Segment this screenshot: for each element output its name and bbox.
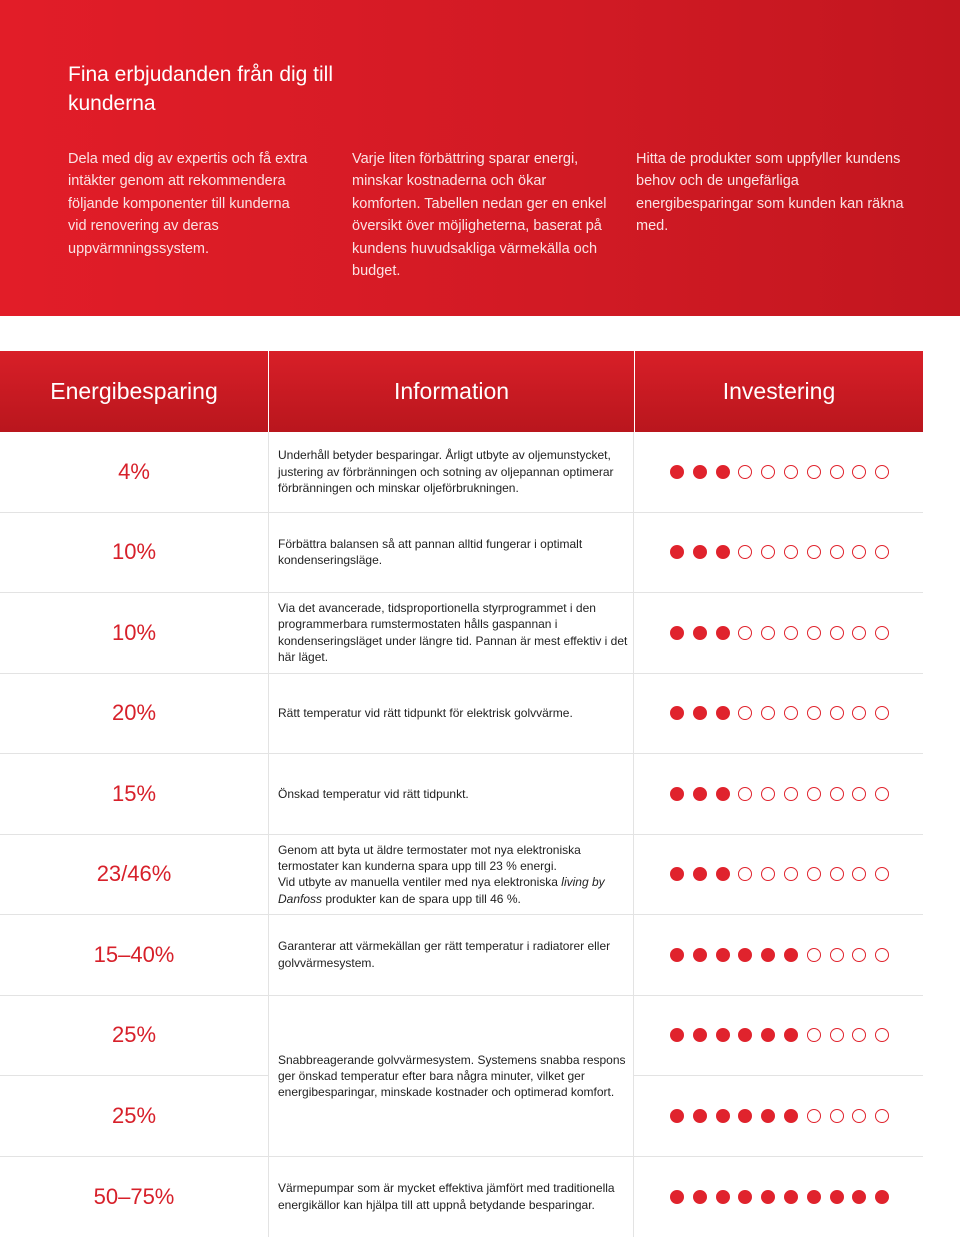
filled-dot: [670, 787, 684, 801]
empty-dot: [852, 706, 866, 720]
table-row: [0, 1157, 923, 1238]
filled-dot: [852, 1190, 866, 1204]
filled-dot: [716, 706, 730, 720]
empty-dot: [830, 545, 844, 559]
filled-dot: [716, 545, 730, 559]
empty-dot: [830, 626, 844, 640]
empty-dot: [852, 787, 866, 801]
table-row: [0, 754, 923, 835]
filled-dot: [761, 1028, 775, 1042]
filled-dot: [807, 1190, 821, 1204]
table-row: [0, 915, 923, 996]
saving-value: 25%: [111, 1103, 157, 1129]
empty-dot: [807, 706, 821, 720]
table-row: [0, 513, 923, 594]
filled-dot: [670, 1190, 684, 1204]
filled-dot: [738, 1028, 752, 1042]
filled-dot: [693, 706, 707, 720]
table-row: [0, 835, 923, 916]
filled-dot: [670, 867, 684, 881]
info-text: Värmepumpar som är mycket effektiva jämfört med traditionella energikällor kan hjälpa till att uppnå betydande besparingar.: [268, 1157, 634, 1238]
table-header: [0, 351, 923, 432]
empty-dot: [875, 1028, 889, 1042]
saving-value: 4%: [118, 458, 150, 484]
hero-banner: [0, 0, 960, 316]
empty-dot: [784, 706, 798, 720]
empty-dot: [830, 948, 844, 962]
empty-dot: [852, 867, 866, 881]
brand-name: living by Danfoss: [278, 875, 605, 906]
table-row: [0, 593, 923, 674]
empty-dot: [852, 948, 866, 962]
empty-dot: [738, 626, 752, 640]
table-row: [0, 674, 923, 755]
savings-table: [0, 351, 923, 1237]
filled-dot: [761, 1190, 775, 1204]
empty-dot: [830, 706, 844, 720]
saving-value: 10%: [111, 539, 157, 565]
table-row: [0, 432, 923, 513]
empty-dot: [784, 787, 798, 801]
filled-dot: [693, 787, 707, 801]
empty-dot: [738, 465, 752, 479]
empty-dot: [875, 465, 889, 479]
empty-dot: [784, 867, 798, 881]
saving-value: 20%: [111, 700, 157, 726]
empty-dot: [784, 465, 798, 479]
empty-dot: [875, 1109, 889, 1123]
filled-dot: [716, 465, 730, 479]
info-text: Snabbreagerande golvvärmesystem. Systemens snabba respons ger önskad temperatur efter bara några minuter, vilket ger energibesparingar, minskade kostnader och optimerad komfort.: [268, 996, 634, 1157]
filled-dot: [761, 1109, 775, 1123]
empty-dot: [852, 545, 866, 559]
filled-dot: [693, 545, 707, 559]
empty-dot: [738, 787, 752, 801]
investment-rating: [634, 915, 923, 995]
info-text: Garanterar att värmekällan ger rätt temperatur i radiatorer eller golvvärmesystem.: [268, 915, 634, 995]
filled-dot: [693, 867, 707, 881]
filled-dot: [716, 867, 730, 881]
page-title: Fina erbjudanden från dig till kunderna: [68, 63, 334, 115]
investment-rating: [634, 432, 923, 512]
filled-dot: [830, 1190, 844, 1204]
info-line: Vid utbyte av manuella ventiler med nya elektroniska: [278, 875, 558, 890]
empty-dot: [830, 1028, 844, 1042]
header-information: Information: [268, 351, 634, 432]
info-line: produkter kan de spara upp till 46 %.: [322, 891, 521, 906]
filled-dot: [784, 1028, 798, 1042]
filled-dot: [738, 948, 752, 962]
investment-rating: [634, 593, 923, 673]
filled-dot: [670, 948, 684, 962]
filled-dot: [761, 948, 775, 962]
info-text: [268, 835, 634, 915]
filled-dot: [670, 626, 684, 640]
saving-value: 50–75%: [93, 1183, 175, 1209]
filled-dot: [716, 626, 730, 640]
filled-dot: [716, 1028, 730, 1042]
filled-dot: [693, 948, 707, 962]
saving-value: 15%: [111, 780, 157, 806]
subrow: [0, 996, 268, 1077]
empty-dot: [807, 787, 821, 801]
investment-rating: [634, 513, 923, 593]
empty-dot: [738, 867, 752, 881]
saving-value: 23/46%: [96, 861, 172, 887]
filled-dot: [716, 787, 730, 801]
empty-dot: [807, 948, 821, 962]
filled-dot: [716, 1190, 730, 1204]
info-text: Underhåll betyder besparingar. Årligt utbyte av oljemunstycket, justering av förbränningen och sotning av oljepannan optimerar förbränningen och minskar oljeförbrukningen.: [268, 432, 634, 512]
empty-dot: [807, 545, 821, 559]
empty-dot: [875, 787, 889, 801]
filled-dot: [670, 706, 684, 720]
empty-dot: [761, 787, 775, 801]
empty-dot: [830, 465, 844, 479]
filled-dot: [875, 1190, 889, 1204]
intro-column-3: Hitta de produkter som uppfyller kundens behov och de ungefärliga energibesparingar som kunden kan räkna med.: [636, 151, 904, 235]
empty-dot: [761, 867, 775, 881]
filled-dot: [693, 465, 707, 479]
filled-dot: [784, 1109, 798, 1123]
filled-dot: [738, 1190, 752, 1204]
empty-dot: [807, 1109, 821, 1123]
investment-rating: [634, 754, 923, 834]
empty-dot: [852, 1109, 866, 1123]
investment-rating: [634, 835, 923, 915]
info-text: Förbättra balansen så att pannan alltid fungerar i optimalt kondenseringsläge.: [268, 513, 634, 593]
empty-dot: [875, 867, 889, 881]
header-energibesparing: Energibesparing: [50, 378, 218, 404]
intro-column-1: Dela med dig av expertis och få extra intäkter genom att rekommendera följande komponenter till kunderna vid renovering av deras uppvärmningssystem.: [68, 151, 308, 257]
empty-dot: [852, 1028, 866, 1042]
saving-value: 15–40%: [93, 941, 175, 967]
empty-dot: [761, 626, 775, 640]
empty-dot: [784, 545, 798, 559]
filled-dot: [670, 465, 684, 479]
info-text: Rätt temperatur vid rätt tidpunkt för elektrisk golvvärme.: [268, 674, 634, 754]
header-investering: Investering: [634, 351, 923, 432]
empty-dot: [852, 626, 866, 640]
intro-column-2: Varje liten förbättring sparar energi, minskar kostnaderna och ökar komforten. Tabellen nedan ger en enkel översikt över möjligheterna, baserat på kundens huvudsakliga värmekälla och budget.: [352, 151, 607, 280]
empty-dot: [761, 465, 775, 479]
filled-dot: [738, 1109, 752, 1123]
empty-dot: [761, 545, 775, 559]
filled-dot: [693, 1028, 707, 1042]
investment-rating: [634, 674, 923, 754]
empty-dot: [738, 706, 752, 720]
filled-dot: [670, 1109, 684, 1123]
info-text: Önskad temperatur vid rätt tidpunkt.: [268, 754, 634, 834]
investment-rating: [634, 1076, 923, 1157]
empty-dot: [875, 626, 889, 640]
empty-dot: [784, 626, 798, 640]
filled-dot: [784, 1190, 798, 1204]
investment-rating: [634, 996, 923, 1077]
table-row-group: [0, 996, 923, 1157]
filled-dot: [670, 1028, 684, 1042]
info-line: Genom att byta ut äldre termostater mot nya elektroniska termostater kan kunderna spara upp till 23 % energi.: [278, 842, 581, 873]
empty-dot: [875, 706, 889, 720]
filled-dot: [693, 1109, 707, 1123]
saving-value: 25%: [111, 1022, 157, 1048]
filled-dot: [716, 948, 730, 962]
info-text: Via det avancerade, tidsproportionella styrprogrammet i den programmerbara rumstermostaten hålls gaspannan i kondenseringsläget under längre tid. Pannan är mest effektiv i det här läget.: [268, 593, 634, 673]
empty-dot: [830, 787, 844, 801]
filled-dot: [670, 545, 684, 559]
empty-dot: [807, 1028, 821, 1042]
filled-dot: [784, 948, 798, 962]
empty-dot: [830, 867, 844, 881]
empty-dot: [875, 948, 889, 962]
subrow: [0, 1076, 268, 1157]
empty-dot: [807, 867, 821, 881]
empty-dot: [852, 465, 866, 479]
filled-dot: [693, 1190, 707, 1204]
empty-dot: [807, 465, 821, 479]
empty-dot: [761, 706, 775, 720]
empty-dot: [807, 626, 821, 640]
investment-rating: [634, 1157, 923, 1238]
saving-value: 10%: [111, 619, 157, 645]
filled-dot: [716, 1109, 730, 1123]
empty-dot: [738, 545, 752, 559]
empty-dot: [875, 545, 889, 559]
empty-dot: [830, 1109, 844, 1123]
filled-dot: [693, 626, 707, 640]
